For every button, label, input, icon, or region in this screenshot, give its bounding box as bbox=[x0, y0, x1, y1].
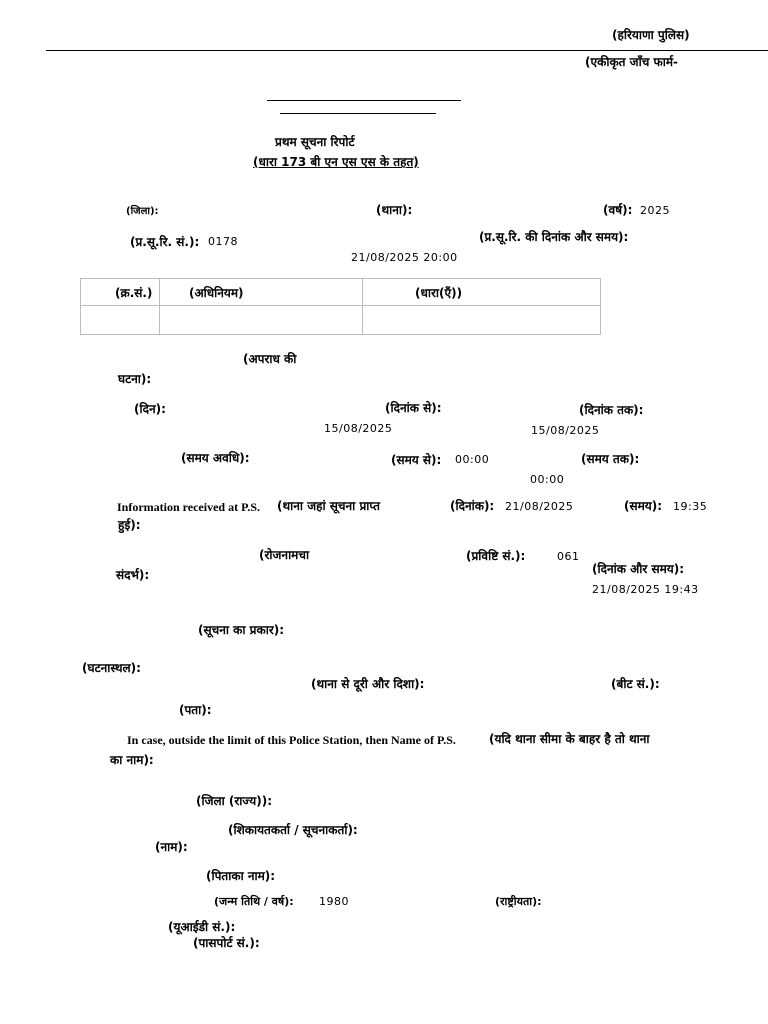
blank-line-1 bbox=[267, 100, 461, 101]
gd-entry-value: 061 bbox=[557, 550, 580, 563]
org-name: (हरियाणा पुलिस) bbox=[612, 28, 690, 42]
outside-limit-label-hi-2: का नाम): bbox=[110, 753, 154, 767]
info-time-label: (समय): bbox=[624, 499, 663, 513]
occurrence-label-2: घटना): bbox=[118, 372, 152, 386]
police-station-label: (थाना): bbox=[376, 203, 413, 217]
section-cell bbox=[363, 306, 601, 335]
year-label: (वर्ष): bbox=[603, 203, 633, 217]
uid-label: (यूआईडी सं.): bbox=[168, 920, 236, 934]
info-date-label: (दिनांक): bbox=[450, 499, 495, 513]
distance-direction-label: (थाना से दूरी और दिशा): bbox=[311, 677, 425, 691]
place-label: (घटनास्थल): bbox=[82, 661, 141, 675]
header-rule bbox=[46, 50, 768, 51]
blank-line-2 bbox=[280, 113, 436, 114]
gd-datetime-value: 21/08/2025 19:43 bbox=[592, 583, 699, 596]
occurrence-label-1: (अपराध की bbox=[243, 352, 297, 366]
time-to-value: 00:00 bbox=[530, 473, 565, 486]
complainant-label: (शिकायतकर्ता / सूचनाकर्ता): bbox=[228, 823, 358, 837]
serial-header: (क्र.सं.) bbox=[115, 285, 153, 300]
info-received-label-hi-2: हुई): bbox=[118, 518, 141, 532]
act-cell bbox=[160, 306, 363, 335]
gd-datetime-label: (दिनांक और समय): bbox=[592, 562, 685, 576]
acts-sections-table bbox=[80, 278, 601, 335]
year-value: 2025 bbox=[640, 204, 670, 217]
time-from-value: 00:00 bbox=[455, 453, 490, 466]
district-label: (जिला): bbox=[126, 206, 159, 217]
info-date-value: 21/08/2025 bbox=[505, 500, 574, 513]
table-header-row bbox=[81, 279, 601, 306]
passport-label: (पासपोर्ट सं.): bbox=[193, 936, 260, 950]
info-received-label-en: Information received at P.S. bbox=[117, 500, 260, 514]
report-title: प्रथम सूचना रिपोर्ट bbox=[275, 135, 355, 149]
time-to-label: (समय तक): bbox=[581, 452, 640, 466]
gd-label-1: (रोजनामचा bbox=[259, 548, 310, 562]
outside-limit-label-en: In case, outside the limit of this Police Station, then Name of P.S. bbox=[127, 733, 456, 747]
info-time-value: 19:35 bbox=[673, 500, 708, 513]
name-label: (नाम): bbox=[155, 840, 188, 854]
time-from-label: (समय से): bbox=[391, 453, 442, 467]
date-from-value: 15/08/2025 bbox=[324, 422, 393, 435]
day-label: (दिन): bbox=[134, 402, 166, 416]
dob-label: (जन्म तिथि / वर्ष): bbox=[214, 895, 294, 908]
fir-datetime-label: (प्र.सू.रि. की दिनांक और समय): bbox=[479, 230, 629, 244]
beat-number-label: (बीट सं.): bbox=[611, 677, 660, 691]
report-subtitle: (धारा 173 बी एन एस एस के तहत) bbox=[253, 155, 419, 169]
date-to-label: (दिनांक तक): bbox=[579, 403, 644, 417]
fir-datetime-value: 21/08/2025 20:00 bbox=[351, 251, 458, 264]
table-row bbox=[81, 306, 601, 335]
district-state-label: (जिला (राज्य)): bbox=[196, 794, 273, 808]
section-header: (धारा(एँ)) bbox=[415, 285, 463, 300]
nationality-label: (राष्ट्रीयता): bbox=[495, 895, 542, 908]
act-header: (अधिनियम) bbox=[189, 285, 244, 300]
father-name-label: (पिताका नाम): bbox=[206, 869, 276, 883]
form-name: (एकीकृत जाँच फार्म- bbox=[585, 55, 679, 69]
date-from-label: (दिनांक से): bbox=[385, 401, 442, 415]
info-received-label-hi: (थाना जहां सूचना प्राप्त bbox=[277, 499, 380, 513]
date-to-value: 15/08/2025 bbox=[531, 424, 600, 437]
info-type-label: (सूचना का प्रकार): bbox=[198, 623, 285, 637]
outside-limit-label-hi: (यदि थाना सीमा के बाहर है तो थाना bbox=[489, 732, 650, 746]
fir-number-value: 0178 bbox=[208, 235, 238, 248]
fir-number-label: (प्र.सू.रि. सं.): bbox=[130, 235, 200, 249]
serial-cell bbox=[81, 306, 160, 335]
dob-value: 1980 bbox=[319, 895, 349, 908]
address-label: (पता): bbox=[179, 703, 212, 717]
time-period-label: (समय अवधि): bbox=[181, 451, 250, 465]
gd-label-2: संदर्भ): bbox=[116, 568, 150, 582]
gd-entry-label: (प्रविष्टि सं.): bbox=[466, 549, 526, 563]
